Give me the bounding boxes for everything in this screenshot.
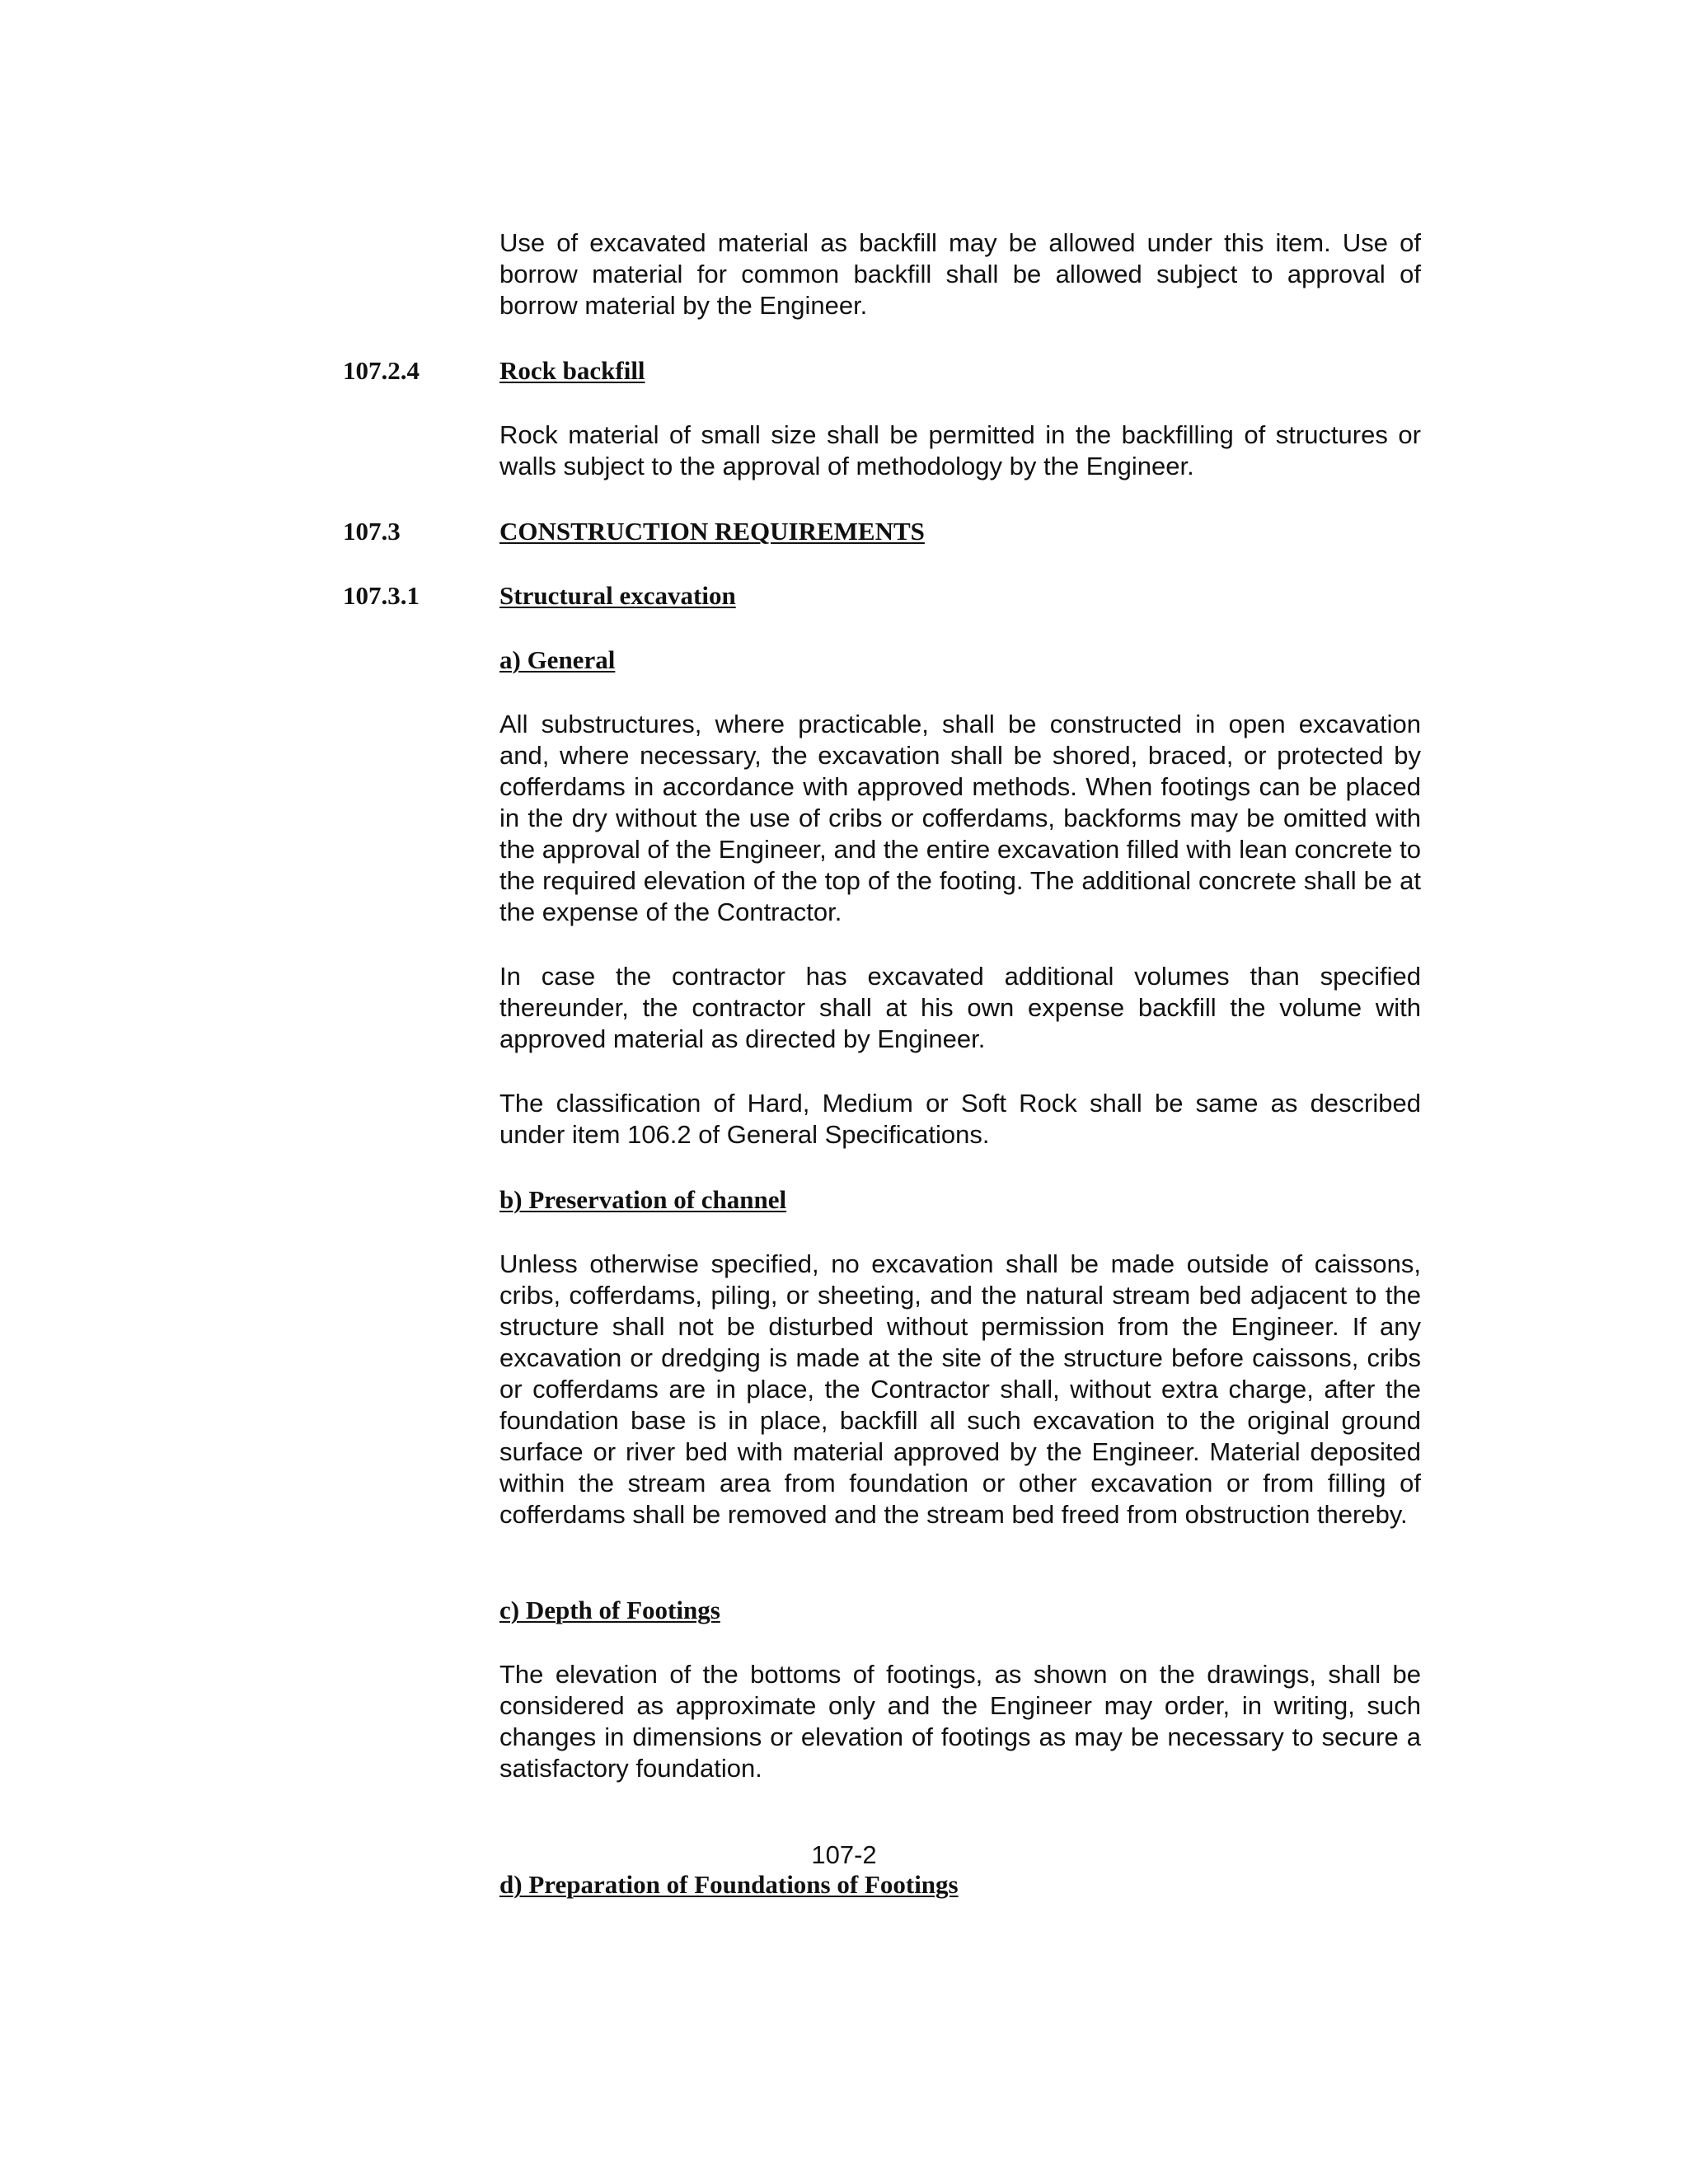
section-title-structural-excavation: Structural excavation	[499, 581, 736, 610]
subsection-title-preparation-of-foundations: d) Preparation of Foundations of Footings	[499, 1870, 959, 1899]
intro-paragraph: Use of excavated material as backfill may be allowed under this item. Use of borrow material for common backfill shall be allowed subject to approval of borrow material by the Engineer.	[499, 228, 1421, 320]
rock-backfill-paragraph: Rock material of small size shall be permitted in the backfilling of structures or walls subject to the approval of methodology by the Engineer.	[499, 420, 1421, 480]
general-paragraph-2: In case the contractor has excavated additional volumes than specified thereunder, the contractor shall at his own expense backfill the volume with approved material as directed by Engineer.	[499, 962, 1421, 1053]
section-number-107-3-1: 107.3.1	[343, 581, 420, 610]
section-title-construction-requirements: CONSTRUCTION REQUIREMENTS	[499, 517, 925, 546]
subsection-title-depth-of-footings: c) Depth of Footings	[499, 1596, 720, 1624]
page-number: 107-2	[811, 1840, 877, 1869]
subsection-title-general: a) General	[499, 645, 616, 674]
depth-of-footings-paragraph: The elevation of the bottoms of footings, as shown on the drawings, shall be considered as approximate only and the Engineer may order, in writing, such changes in dimensions or elevation of footings as may be necessary to secure a satisfactory foundation.	[499, 1660, 1421, 1783]
section-number-107-3: 107.3	[343, 517, 401, 546]
subsection-title-preservation-of-channel: b) Preservation of channel	[499, 1185, 787, 1214]
preservation-of-channel-paragraph: Unless otherwise specified, no excavation shall be made outside of caissons, cribs, cofferdams, piling, or sheeting, and the natural stream bed adjacent to the structure shall not be disturbed without permission from the Engineer. If any excavation or dredging is made at the site of the structure before caissons, cribs or cofferdams are in place, the Contractor shall, without extra charge, after the foundation base is in place, backfill all such excavation to the original ground surface or river bed with material approved by the Engineer. Material deposited within the stream area from foundation or other excavation or from filling of cofferdams shall be removed and the stream bed freed from obstruction thereby.	[499, 1249, 1421, 1529]
section-number-107-2-4: 107.2.4	[343, 356, 420, 385]
general-paragraph-3: The classification of Hard, Medium or Soft Rock shall be same as described under item 106.2 of General Specifications.	[499, 1089, 1421, 1149]
section-title-rock-backfill: Rock backfill	[499, 356, 645, 385]
general-paragraph-1: All substructures, where practicable, shall be constructed in open excavation and, where necessary, the excavation shall be shored, braced, or protected by cofferdams in accordance with approved methods. When footings can be placed in the dry without the use of cribs or cofferdams, backforms may be omitted with the approval of the Engineer, and the entire excavation filled with lean concrete to the required elevation of the top of the footing. The additional concrete shall be at the expense of the Contractor.	[499, 710, 1421, 926]
